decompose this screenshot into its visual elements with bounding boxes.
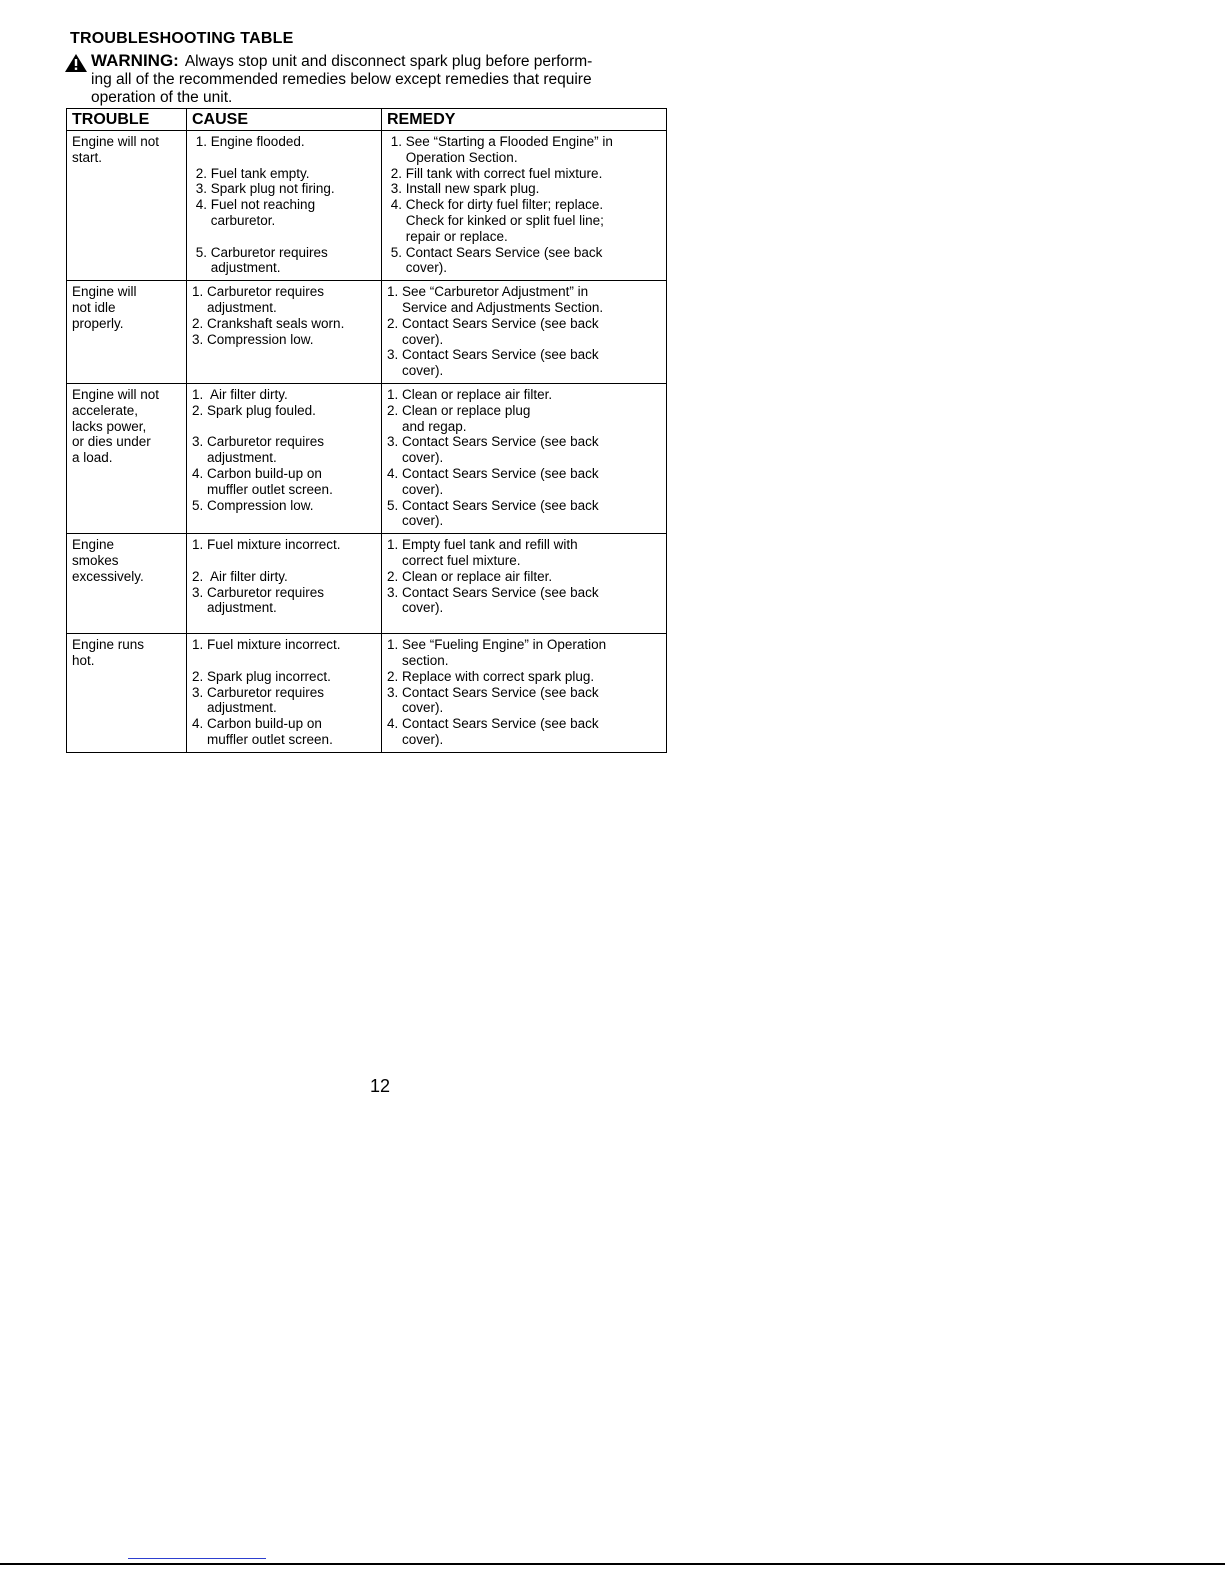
cell-cause	[187, 534, 382, 634]
trouble-line: Engine will not	[72, 134, 160, 149]
remedy-line: cover).	[387, 450, 444, 466]
cause-line: 3. Spark plug not firing.	[192, 181, 335, 197]
cause-line: adjustment.	[192, 700, 277, 716]
cause-line: 4. Fuel not reaching	[192, 197, 316, 213]
cause-line: 2. Spark plug fouled.	[192, 402, 316, 418]
footer-link-underline	[128, 1558, 266, 1559]
trouble-line: Engine runs	[72, 637, 145, 653]
cause-line	[192, 229, 377, 245]
cause-line: carburetor.	[192, 212, 276, 228]
trouble-line: smokes	[72, 552, 119, 568]
cell-remedy	[382, 131, 667, 281]
cell-cause	[187, 281, 382, 384]
trouble-line: excessively.	[72, 568, 144, 584]
warning-label: WARNING:	[91, 51, 179, 70]
cell-trouble	[67, 383, 187, 533]
remedy-line: 1. See “Starting a Flooded Engine” in	[387, 134, 613, 149]
table-row	[67, 634, 667, 753]
page-number: 12	[370, 1076, 391, 1096]
trouble-line: hot.	[72, 652, 95, 668]
remedy-line: Service and Adjustments Section.	[387, 299, 604, 315]
cause-line: 2. Crankshaft seals worn.	[192, 315, 345, 331]
cell-trouble	[67, 131, 187, 281]
trouble-line: Engine	[72, 537, 115, 553]
cause-line: adjustment.	[192, 260, 281, 276]
remedy-line: 1. See “Carburetor Adjustment” in	[387, 284, 589, 300]
trouble-line: Engine will	[72, 284, 137, 300]
cause-line	[192, 653, 377, 669]
cause-line	[192, 553, 377, 569]
cause-line: 4. Carbon build-up on	[192, 465, 322, 481]
table-row	[67, 281, 667, 384]
cause-line: adjustment.	[192, 450, 277, 466]
cause-line	[192, 150, 377, 166]
cause-line: 1. Air filter dirty.	[192, 386, 288, 402]
remedy-line: cover).	[387, 481, 444, 497]
remedy-line: 3. Install new spark plug.	[387, 181, 540, 197]
cause-line: 3. Carburetor requires	[192, 584, 325, 600]
header-trouble: TROUBLE	[67, 109, 187, 131]
cause-line: adjustment.	[192, 600, 277, 616]
remedy-line: 4. Contact Sears Service (see back	[387, 716, 599, 732]
remedy-line: 3. Contact Sears Service (see back	[387, 684, 599, 700]
remedy-line: cover).	[387, 260, 448, 276]
cause-line: 5. Compression low.	[192, 497, 314, 513]
cause-line: 2. Air filter dirty.	[192, 568, 288, 584]
remedy-line: cover).	[387, 363, 444, 379]
remedy-line: 5. Contact Sears Service (see back	[387, 497, 599, 513]
remedy-line: 2. Clean or replace air filter.	[387, 568, 553, 584]
table-row	[67, 534, 667, 634]
cause-line: 1. Engine flooded.	[192, 134, 305, 149]
cell-cause	[187, 634, 382, 753]
cell-remedy	[382, 281, 667, 384]
remedy-line: 4. Contact Sears Service (see back	[387, 465, 599, 481]
cause-line: 2. Fuel tank empty.	[192, 165, 310, 181]
remedy-line: 1. See “Fueling Engine” in Operation	[387, 637, 607, 653]
trouble-line: accelerate,	[72, 402, 139, 418]
trouble-line: properly.	[72, 315, 124, 331]
cause-line: 2. Spark plug incorrect.	[192, 668, 331, 684]
trouble-line: lacks power,	[72, 418, 147, 434]
table-body	[67, 131, 667, 753]
cause-line: adjustment.	[192, 299, 277, 315]
header-remedy: REMEDY	[382, 109, 667, 131]
remedy-line: 2. Fill tank with correct fuel mixture.	[387, 165, 603, 181]
trouble-line: Engine will not	[72, 386, 160, 402]
cell-trouble	[67, 634, 187, 753]
remedy-line: 3. Contact Sears Service (see back	[387, 347, 599, 363]
remedy-line: cover).	[387, 331, 444, 347]
remedy-line: 2. Clean or replace plug	[387, 402, 531, 418]
cell-trouble	[67, 534, 187, 634]
cause-line: muffler outlet screen.	[192, 481, 333, 497]
warning-notice	[91, 52, 671, 107]
cause-line	[192, 419, 377, 435]
table-row	[67, 131, 667, 281]
footer-divider	[0, 1563, 1225, 1565]
remedy-line: cover).	[387, 513, 444, 529]
remedy-line: Check for kinked or split fuel line;	[387, 212, 604, 228]
header-cause: CAUSE	[187, 109, 382, 131]
remedy-line: section.	[387, 652, 449, 668]
remedy-line: cover).	[387, 700, 444, 716]
remedy-line: 1. Clean or replace air filter.	[387, 386, 553, 402]
cell-cause	[187, 131, 382, 281]
cause-line: 3. Compression low.	[192, 331, 314, 347]
remedy-line: correct fuel mixture.	[387, 552, 521, 568]
warning-text: Always stop unit and disconnect spark plug before perform- ing all of the recommended remedies below except remedies that require operation of the unit.	[91, 53, 593, 106]
cause-line: 1. Carburetor requires	[192, 284, 325, 300]
cause-line: 3. Carburetor requires	[192, 684, 325, 700]
remedy-line: 4. Check for dirty fuel filter; replace.	[387, 197, 604, 213]
trouble-line: or dies under	[72, 434, 151, 450]
troubleshooting-table	[66, 108, 667, 753]
cause-line: 3. Carburetor requires	[192, 434, 325, 450]
trouble-line: start.	[72, 149, 103, 165]
cause-line: 4. Carbon build-up on	[192, 716, 322, 732]
remedy-line: cover).	[387, 731, 444, 747]
cell-trouble	[67, 281, 187, 384]
section-title: TROUBLESHOOTING TABLE	[70, 30, 294, 47]
cause-line: 1. Fuel mixture incorrect.	[192, 537, 341, 553]
warning-triangle-icon	[64, 53, 88, 73]
remedy-line: 5. Contact Sears Service (see back	[387, 244, 603, 260]
remedy-line: Operation Section.	[387, 149, 518, 165]
table-header-row	[67, 109, 667, 131]
cell-cause	[187, 383, 382, 533]
cause-line: 1. Fuel mixture incorrect.	[192, 637, 341, 653]
cell-remedy	[382, 634, 667, 753]
remedy-line: and regap.	[387, 418, 467, 434]
remedy-line: cover).	[387, 600, 444, 616]
cause-line: 5. Carburetor requires	[192, 244, 328, 260]
remedy-line: 1. Empty fuel tank and refill with	[387, 537, 578, 553]
cell-remedy	[382, 383, 667, 533]
remedy-line: 2. Replace with correct spark plug.	[387, 668, 595, 684]
trouble-line: not idle	[72, 299, 116, 315]
cause-line: muffler outlet screen.	[192, 731, 333, 747]
remedy-line: 2. Contact Sears Service (see back	[387, 315, 599, 331]
remedy-line: 3. Contact Sears Service (see back	[387, 434, 599, 450]
remedy-line: repair or replace.	[387, 228, 508, 244]
table-row	[67, 383, 667, 533]
remedy-line: 3. Contact Sears Service (see back	[387, 584, 599, 600]
cell-remedy	[382, 534, 667, 634]
trouble-line: a load.	[72, 450, 113, 466]
